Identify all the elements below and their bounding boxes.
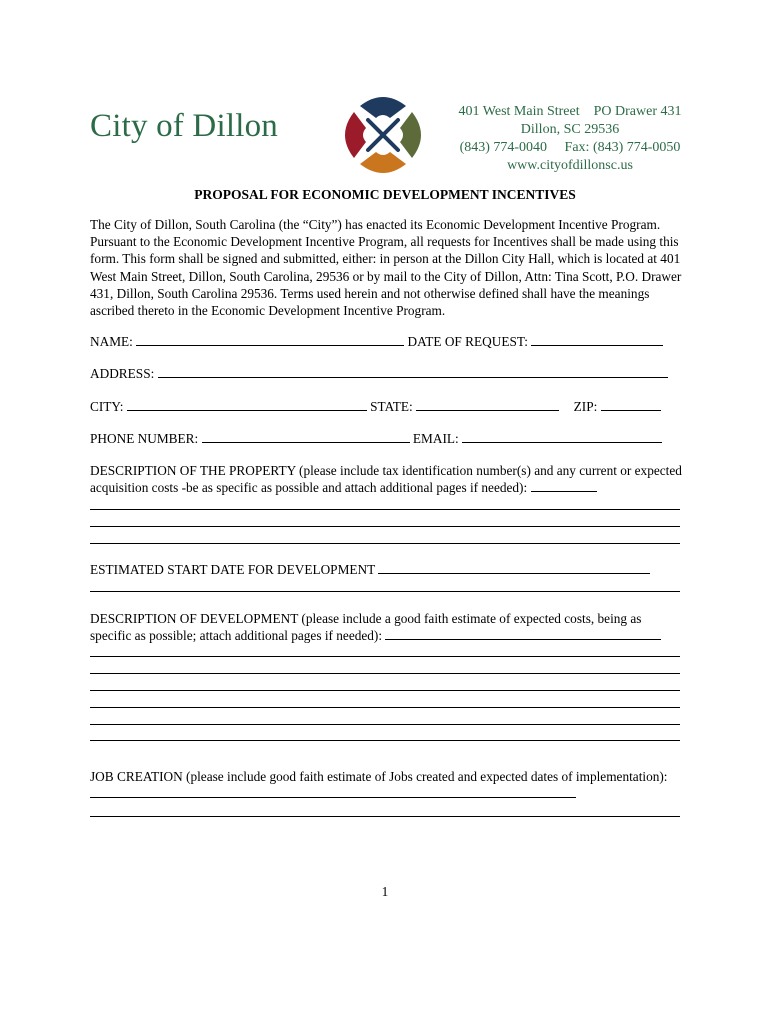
page-number: 1 [381, 884, 389, 899]
logo-top-petal [360, 97, 406, 118]
address-label: ADDRESS: [90, 366, 155, 381]
zip-field[interactable] [601, 398, 661, 411]
job-creation-label [90, 768, 682, 802]
contact-address-line: 401 West Main Street PO Drawer 431 [458, 104, 682, 119]
phone-label: PHONE NUMBER: [90, 431, 199, 446]
property-description-line[interactable] [90, 543, 680, 544]
contact-city-line: Dillon, SC 29536 [520, 122, 620, 137]
address-row [90, 365, 668, 382]
form-title: PROPOSAL FOR ECONOMIC DEVELOPMENT INCENTIVES [194, 187, 576, 202]
start-date-row [90, 561, 650, 578]
development-description-line[interactable] [90, 656, 680, 657]
job-creation-text: JOB CREATION (please include good faith estimate of Jobs created and expected dates of implementation): [90, 769, 668, 784]
development-description-line[interactable] [90, 673, 680, 674]
zip-label: ZIP: [573, 399, 598, 414]
job-creation-line[interactable] [90, 816, 680, 817]
city-field[interactable] [127, 398, 367, 411]
property-description-text: DESCRIPTION OF THE PROPERTY (please include tax identification number(s) and any current or expected acquisition costs -be as specific as possible and attach additional pages if needed): [90, 463, 682, 496]
date-field[interactable] [531, 333, 663, 346]
city-logo-icon [340, 92, 426, 178]
city-label: CITY: [90, 399, 124, 414]
logo-bottom-petal [360, 152, 406, 173]
development-description-line[interactable] [90, 724, 680, 725]
city-state-zip-row [90, 398, 661, 415]
city-name: City of Dillon [90, 108, 278, 144]
property-description-line[interactable] [90, 509, 680, 510]
start-date-line[interactable] [90, 591, 680, 592]
development-description-line[interactable] [90, 690, 680, 691]
start-date-field[interactable] [378, 561, 650, 574]
contact-phone-line: (843) 774-0040 Fax: (843) 774-0050 [459, 140, 681, 155]
name-field[interactable] [136, 333, 404, 346]
phone-field[interactable] [202, 430, 410, 443]
address-field[interactable] [158, 365, 668, 378]
development-description-text: DESCRIPTION OF DEVELOPMENT (please include a good faith estimate of expected costs, being as specific as possible; attach additional pages if needed): [90, 611, 642, 644]
logo-left-petal [345, 112, 366, 158]
property-description-line[interactable] [90, 526, 680, 527]
date-label: DATE OF REQUEST: [407, 334, 529, 349]
email-label: EMAIL: [412, 431, 459, 446]
email-field[interactable] [462, 430, 662, 443]
name-label: NAME: [90, 334, 133, 349]
development-description-line[interactable] [90, 740, 680, 741]
job-creation-field[interactable] [90, 785, 576, 798]
intro-paragraph: The City of Dillon, South Carolina (the “City”) has enacted its Economic Development Incentive Program. Pursuant to the Economic Development Incentive Program, all requests for Incentives shall be made using this form. This form shall be signed and submitted, either: in person at the Dillon City Hall, which is located at 401 West Main Street, Dillon, South Carolina, 29536 or by mail to the City of Dillon, Attn: Tina Scott, P.O. Drawer 431, Dillon, South Carolina 29536. Terms used herein and not otherwise defined shall have the meanings ascribed thereto in the Economic Development Incentive Program. [90, 217, 682, 319]
property-description-field[interactable] [531, 479, 597, 492]
state-field[interactable] [416, 398, 559, 411]
logo-right-petal [400, 112, 421, 158]
state-label: STATE: [370, 399, 413, 414]
phone-email-row [90, 430, 662, 447]
development-description-field[interactable] [385, 627, 661, 640]
name-date-row [90, 333, 663, 350]
development-description-label [90, 610, 682, 644]
contact-block [440, 103, 700, 175]
start-date-label: ESTIMATED START DATE FOR DEVELOPMENT [90, 562, 376, 577]
property-description-label [90, 462, 682, 496]
contact-website: www.cityofdillonsc.us [507, 158, 633, 173]
development-description-line[interactable] [90, 707, 680, 708]
